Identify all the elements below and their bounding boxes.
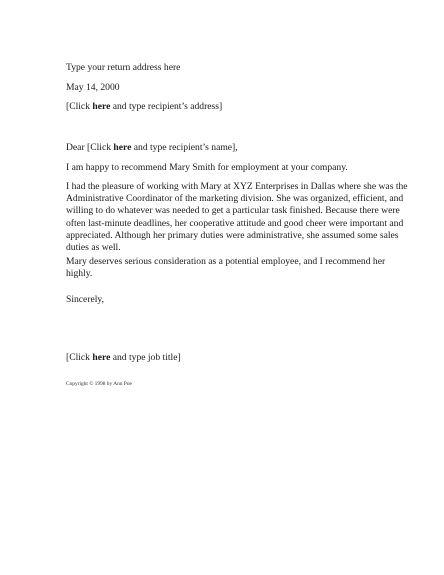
click-here-link[interactable]: here xyxy=(92,101,111,112)
click-here-link[interactable]: here xyxy=(92,352,111,363)
paragraph-recommendation: Mary deserves serious consideration as a potential employee, and I recommend her highly. xyxy=(66,256,386,280)
recipient-address-placeholder[interactable]: [Click here and type recipient’s address] xyxy=(66,101,223,112)
closing: Sincerely, xyxy=(66,294,105,305)
date: May 14, 2000 xyxy=(66,82,120,93)
copyright-notice: Copyright © 1998 by Ann Poe xyxy=(66,381,132,387)
return-address[interactable]: Type your return address here xyxy=(66,62,181,73)
click-here-link[interactable]: here xyxy=(113,142,132,153)
salutation[interactable]: Dear [Click here and type recipient’s name], xyxy=(66,142,238,153)
paragraph-intro: I am happy to recommend Mary Smith for employment at your company. xyxy=(66,162,348,173)
job-title-placeholder[interactable]: [Click here and type job title] xyxy=(66,352,181,363)
paragraph-body: I had the pleasure of working with Mary at XYZ Enterprises in Dallas where she was the Administrative Coordinator of the marketing division. She was organized, efficient, and willing to do whatever was needed to get a particular task finished. Because there were often last-minute deadlines, her cooperative attitude and good cheer were important and appreciated. Although her primary duties were administrative, she assumed some sales duties as well. xyxy=(66,181,408,254)
